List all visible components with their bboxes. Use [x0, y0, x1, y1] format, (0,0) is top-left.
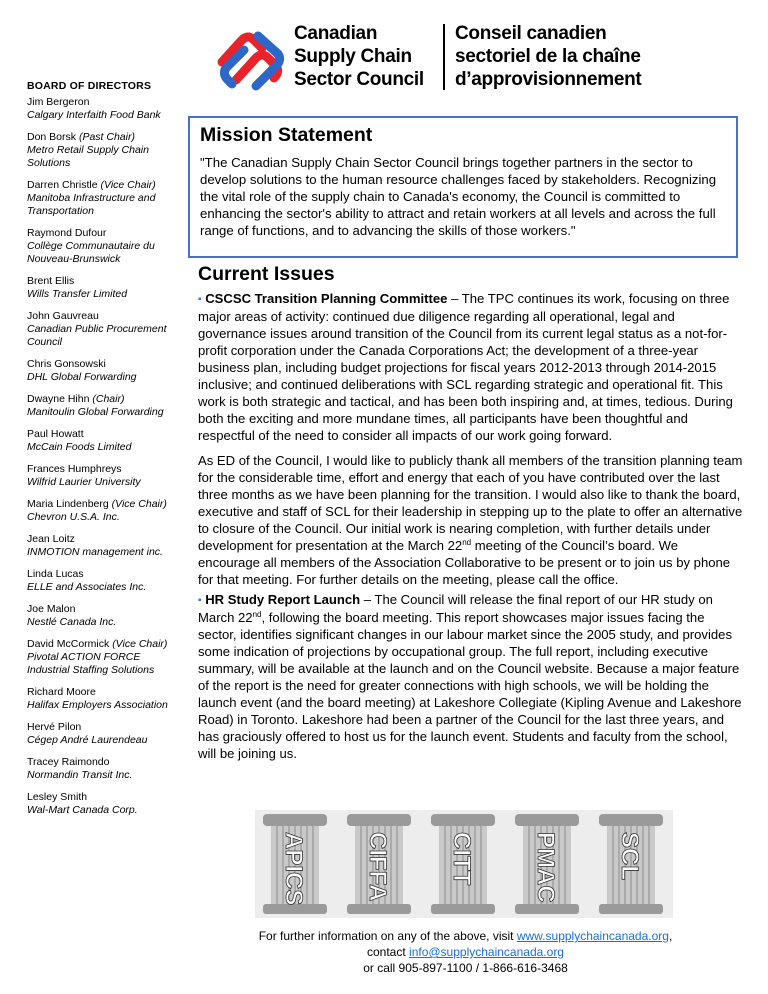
director-organization: Wal-Mart Canada Corp. [27, 804, 138, 816]
director-name: Joe Malon [27, 603, 76, 615]
director-name: Paul Howatt [27, 428, 84, 440]
council-logo-icon [212, 28, 288, 92]
pillar-label: SCL [616, 832, 643, 880]
director-name: Lesley Smith [27, 791, 88, 803]
director-name: Tracey Raimondo [27, 756, 110, 768]
footer-contact: For further information on any of the above, visit www.supplychaincanada.org, contact info@supplychaincanada.org or call 905-897-1100 / 1-866-616-3468 [188, 928, 743, 976]
director-organization: Calgary Interfaith Food Bank [27, 109, 161, 121]
director-organization: Wilfrid Laurier University [27, 476, 141, 488]
hr-heading: HR Study Report Launch [205, 592, 361, 607]
director-entry [27, 358, 177, 384]
director-organization: Halifax Employers Association [27, 699, 168, 711]
director-organization: DHL Global Forwarding [27, 371, 137, 383]
director-entry [27, 498, 177, 524]
director-entry [27, 428, 177, 454]
director-name: Richard Moore [27, 686, 96, 698]
director-name: Brent Ellis [27, 275, 75, 287]
director-organization: McCain Foods Limited [27, 441, 132, 453]
phone-line: or call 905-897-1100 / 1-866-616-3468 [363, 961, 568, 975]
pillar-column [263, 814, 327, 914]
pillar-label: CIFFA [364, 832, 391, 902]
director-entry [27, 227, 177, 266]
director-organization: Cégep André Laurendeau [27, 734, 148, 746]
director-name: Don Borsk (Past Chair) [27, 131, 135, 143]
director-organization: Nestlé Canada Inc. [27, 616, 117, 628]
director-name: Maria Lindenberg (Vice Chair) [27, 498, 167, 510]
director-entry [27, 463, 177, 489]
header-divider [443, 24, 445, 90]
director-entry [27, 96, 177, 122]
pillar-label: CITT [448, 832, 475, 886]
email-link[interactable]: info@supplychaincanada.org [409, 945, 564, 959]
director-organization: Wills Transfer Limited [27, 288, 128, 300]
director-organization: ELLE and Associates Inc. [27, 581, 147, 593]
website-link[interactable]: www.supplychaincanada.org [516, 929, 669, 943]
director-organization: Manitoba Infrastructure and Transportation [27, 192, 156, 217]
director-role: (Past Chair) [78, 131, 135, 143]
director-name: Jim Bergeron [27, 96, 90, 108]
director-entry [27, 721, 177, 747]
current-issues-section [198, 262, 743, 770]
director-entry [27, 756, 177, 782]
ed-paragraph: As ED of the Council, I would like to publicly thank all members of the transition planning team for the considerable time, effort and energy that each of you have contributed over the last three months as we have been planning for the transition. I would also like to thank the board, executive and staff of SCL for their leadership in stepping up to the plate to offer an alternative to closure of the Council. Our initial work is nearing completion, with further details under development for presentation at the March 22nd meeting of the Council’s board. We encourage all members of the Association Collaborative to be present or to join us by phone for that meeting. For further details on the meeting, please call the office. [198, 453, 743, 587]
director-organization: Collège Communautaire du Nouveau-Brunswick [27, 240, 155, 265]
director-name: David McCormick (Vice Chair) [27, 638, 168, 650]
mission-statement-box [188, 116, 738, 258]
director-entry [27, 179, 177, 218]
board-heading: BOARD OF DIRECTORS [27, 80, 152, 92]
director-name: Frances Humphreys [27, 463, 122, 475]
tpc-heading: CSCSC Transition Planning Committee [205, 291, 448, 306]
director-name: Jean Loitz [27, 533, 75, 545]
pillar-column [599, 814, 663, 914]
director-role: (Chair) [92, 393, 125, 405]
pillar-label: PMAC [532, 832, 559, 903]
pillar-label: APICS [280, 832, 307, 906]
mission-text: "The Canadian Supply Chain Sector Council brings together partners in the sector to develop solutions to the human resource challenges faced by stakeholders. Recognizing the vital role of the supply chain to Canada's economy, the Council is committed to enhancing the sector's ability to attract and retain workers at all levels and across the full range of functions, and to advancing the skills of those workers." [200, 155, 717, 238]
association-pillars-image [255, 810, 673, 918]
director-entry [27, 310, 177, 349]
director-entry [27, 603, 177, 629]
director-organization: Chevron U.S.A. Inc. [27, 511, 120, 523]
pillar-column [515, 814, 579, 914]
director-organization: Pivotal ACTION FORCE Industrial Staffing Solutions [27, 651, 155, 676]
director-entry [27, 638, 177, 677]
pillar-column [347, 814, 411, 914]
director-name: John Gauvreau [27, 310, 99, 322]
director-organization: Metro Retail Supply Chain Solutions [27, 144, 149, 169]
board-of-directors-sidebar [27, 80, 177, 826]
director-role: (Vice Chair) [112, 638, 168, 650]
tpc-paragraph: ▪ CSCSC Transition Planning Committee – The TPC continues its work, focusing on three major areas of activity: continued due diligence regarding all operational, legal and governance issues around transition of the Council from its current legal status as a not-for-profit corporation under the Canada Corporations Act; the development of a three-year business plan, including budget projections for fiscal years 2012-2013 through 2014-2015 inclusive; and continued deliberations with SCL regarding strategic and operational fit. This work is both strategic and tactical, and has been both inspiring and, at times, tedious. During both the exciting and more mundane times, all participants have been thoughtful and respectful of the need to consider all impacts of our work going forward. [198, 291, 733, 443]
director-role: (Vice Chair) [111, 498, 167, 510]
director-entry [27, 533, 177, 559]
hr-paragraph: ▪ HR Study Report Launch – The Council will release the final report of our HR study on March 22nd, following the board meeting. This report showcases major issues facing the sector, identifies significant changes in our labour market since the 2005 study, and provides some indication of projections by occupational group. The full report, including executive summary, will be available at the launch and on the Council website. Because a major feature of the report is the need for greater connections with high schools, we will be holding the launch event (and the board meeting) at Lakeshore Collegiate (Kipling Avenue and Lakeshore Road) in Toronto. Lakeshore had been a partner of the Council for the last three years, and has graciously offered to host us for the launch event. Students and faculty from the school, will be joining us. [198, 592, 742, 761]
org-name-french: Conseil canadien sectoriel de la chaîne d’approvisionnement [455, 23, 642, 90]
director-name: Darren Christle (Vice Chair) [27, 179, 156, 191]
director-role: (Vice Chair) [100, 179, 156, 191]
director-name: Chris Gonsowski [27, 358, 106, 370]
director-organization: Normandin Transit Inc. [27, 769, 133, 781]
bullet-icon: ▪ [198, 294, 202, 305]
director-name: Raymond Dufour [27, 227, 107, 239]
director-entry [27, 568, 177, 594]
director-name: Dwayne Hihn (Chair) [27, 393, 125, 405]
director-name: Linda Lucas [27, 568, 84, 580]
director-entry [27, 275, 177, 301]
director-organization: INMOTION management inc. [27, 546, 163, 558]
director-entry [27, 686, 177, 712]
director-entry [27, 393, 177, 419]
org-name-english: Canadian Supply Chain Sector Council [294, 23, 424, 90]
director-name: Hervé Pilon [27, 721, 82, 733]
director-entry [27, 131, 177, 170]
director-organization: Manitoulin Global Forwarding [27, 406, 164, 418]
bullet-icon: ▪ [198, 595, 202, 606]
director-entry [27, 791, 177, 817]
issues-title: Current Issues [198, 263, 335, 285]
director-organization: Canadian Public Procurement Council [27, 323, 167, 348]
pillar-column [431, 814, 495, 914]
mission-title: Mission Statement [200, 124, 373, 146]
